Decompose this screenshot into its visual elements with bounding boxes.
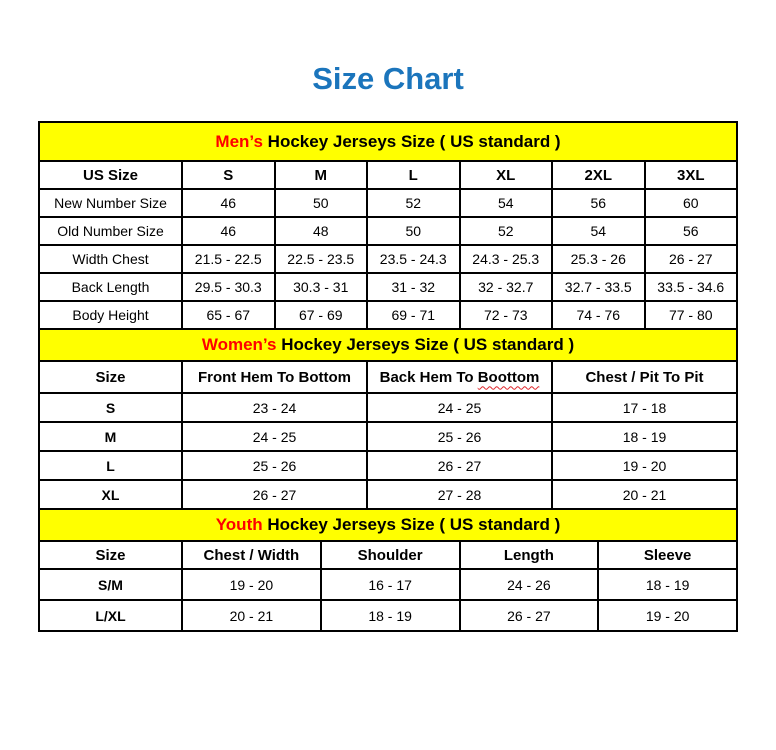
table-row bbox=[39, 301, 737, 329]
column-header: Shoulder bbox=[321, 541, 460, 569]
row-label: Width Chest bbox=[39, 245, 182, 273]
data-cell: 19 - 20 bbox=[552, 451, 737, 480]
column-header: M bbox=[275, 161, 368, 189]
table-row bbox=[39, 480, 737, 509]
data-cell: 16 - 17 bbox=[321, 569, 460, 600]
data-cell: 24 - 26 bbox=[460, 569, 599, 600]
data-cell: 26 - 27 bbox=[645, 245, 738, 273]
column-header: 3XL bbox=[645, 161, 738, 189]
data-cell: 54 bbox=[460, 189, 553, 217]
data-cell: 19 - 20 bbox=[598, 600, 737, 631]
row-label: S bbox=[39, 393, 182, 422]
section-heading-mens bbox=[39, 122, 737, 161]
header-row bbox=[39, 541, 737, 569]
table-row bbox=[39, 189, 737, 217]
table-womens bbox=[38, 328, 738, 510]
data-cell: 26 - 27 bbox=[367, 451, 552, 480]
data-cell: 18 - 19 bbox=[598, 569, 737, 600]
data-cell: 23 - 24 bbox=[182, 393, 367, 422]
page-title: Size Chart bbox=[312, 61, 464, 96]
misspelled-word: Boottom bbox=[477, 368, 540, 386]
data-cell: 27 - 28 bbox=[367, 480, 552, 509]
row-label: S/M bbox=[39, 569, 182, 600]
section-heading-text: Hockey Jerseys Size ( US standard ) bbox=[262, 515, 561, 534]
column-header: S bbox=[182, 161, 275, 189]
row-label: Back Length bbox=[39, 273, 182, 301]
table-row bbox=[39, 451, 737, 480]
data-cell: 33.5 - 34.6 bbox=[645, 273, 738, 301]
row-label: Old Number Size bbox=[39, 217, 182, 245]
header-row bbox=[39, 161, 737, 189]
data-cell: 24 - 25 bbox=[182, 422, 367, 451]
data-cell: 26 - 27 bbox=[460, 600, 599, 631]
data-cell: 60 bbox=[645, 189, 738, 217]
row-label: New Number Size bbox=[39, 189, 182, 217]
section-heading-womens bbox=[39, 329, 737, 361]
data-cell: 29.5 - 30.3 bbox=[182, 273, 275, 301]
data-cell: 32.7 - 33.5 bbox=[552, 273, 645, 301]
column-header: Sleeve bbox=[598, 541, 737, 569]
section-heading-highlight: Men’s bbox=[215, 131, 263, 151]
size-chart bbox=[38, 121, 738, 632]
table-row bbox=[39, 600, 737, 631]
data-cell: 65 - 67 bbox=[182, 301, 275, 329]
section-heading-row bbox=[39, 329, 737, 361]
column-header: Length bbox=[460, 541, 599, 569]
row-label: L bbox=[39, 451, 182, 480]
column-header-text: Back Hem To bbox=[379, 368, 478, 386]
data-cell: 56 bbox=[645, 217, 738, 245]
data-cell: 52 bbox=[367, 189, 460, 217]
data-cell: 54 bbox=[552, 217, 645, 245]
data-cell: 69 - 71 bbox=[367, 301, 460, 329]
data-cell: 31 - 32 bbox=[367, 273, 460, 301]
section-heading-text: Hockey Jerseys Size ( US standard ) bbox=[262, 131, 561, 151]
data-cell: 22.5 - 23.5 bbox=[275, 245, 368, 273]
data-cell: 25.3 - 26 bbox=[552, 245, 645, 273]
data-cell: 20 - 21 bbox=[182, 600, 321, 631]
row-label: L/XL bbox=[39, 600, 182, 631]
data-cell: 18 - 19 bbox=[552, 422, 737, 451]
data-cell: 32 - 32.7 bbox=[460, 273, 553, 301]
section-heading-row bbox=[39, 509, 737, 541]
table-row bbox=[39, 245, 737, 273]
column-header: Chest / Width bbox=[182, 541, 321, 569]
data-cell: 77 - 80 bbox=[645, 301, 738, 329]
table-row bbox=[39, 422, 737, 451]
column-header: US Size bbox=[39, 161, 182, 189]
data-cell: 18 - 19 bbox=[321, 600, 460, 631]
table-row bbox=[39, 273, 737, 301]
data-cell: 46 bbox=[182, 217, 275, 245]
data-cell: 24 - 25 bbox=[367, 393, 552, 422]
data-cell: 24.3 - 25.3 bbox=[460, 245, 553, 273]
data-cell: 20 - 21 bbox=[552, 480, 737, 509]
table-youth bbox=[38, 508, 738, 632]
table-mens bbox=[38, 121, 738, 330]
data-cell: 17 - 18 bbox=[552, 393, 737, 422]
section-heading-highlight: Women’s bbox=[201, 335, 277, 354]
data-cell: 67 - 69 bbox=[275, 301, 368, 329]
column-header: Chest / Pit To Pit bbox=[552, 361, 737, 393]
data-cell: 56 bbox=[552, 189, 645, 217]
data-cell: 50 bbox=[367, 217, 460, 245]
data-cell: 52 bbox=[460, 217, 553, 245]
data-cell: 46 bbox=[182, 189, 275, 217]
row-label: XL bbox=[39, 480, 182, 509]
data-cell: 74 - 76 bbox=[552, 301, 645, 329]
data-cell: 30.3 - 31 bbox=[275, 273, 368, 301]
data-cell: 26 - 27 bbox=[182, 480, 367, 509]
data-cell: 23.5 - 24.3 bbox=[367, 245, 460, 273]
table-row bbox=[39, 393, 737, 422]
row-label: Body Height bbox=[39, 301, 182, 329]
column-header: L bbox=[367, 161, 460, 189]
header-row bbox=[39, 361, 737, 393]
data-cell: 25 - 26 bbox=[182, 451, 367, 480]
table-row bbox=[39, 569, 737, 600]
section-heading-text: Hockey Jerseys Size ( US standard ) bbox=[276, 335, 575, 354]
table-row bbox=[39, 217, 737, 245]
column-header: Size bbox=[39, 541, 182, 569]
data-cell: 48 bbox=[275, 217, 368, 245]
section-heading-highlight: Youth bbox=[215, 515, 263, 534]
document-page bbox=[0, 58, 776, 632]
data-cell: 25 - 26 bbox=[367, 422, 552, 451]
section-heading-row bbox=[39, 122, 737, 161]
row-label: M bbox=[39, 422, 182, 451]
data-cell: 50 bbox=[275, 189, 368, 217]
data-cell: 21.5 - 22.5 bbox=[182, 245, 275, 273]
column-header: XL bbox=[460, 161, 553, 189]
column-header: 2XL bbox=[552, 161, 645, 189]
column-header: Size bbox=[39, 361, 182, 393]
section-heading-youth bbox=[39, 509, 737, 541]
data-cell: 19 - 20 bbox=[182, 569, 321, 600]
column-header bbox=[367, 361, 552, 393]
column-header: Front Hem To Bottom bbox=[182, 361, 367, 393]
data-cell: 72 - 73 bbox=[460, 301, 553, 329]
